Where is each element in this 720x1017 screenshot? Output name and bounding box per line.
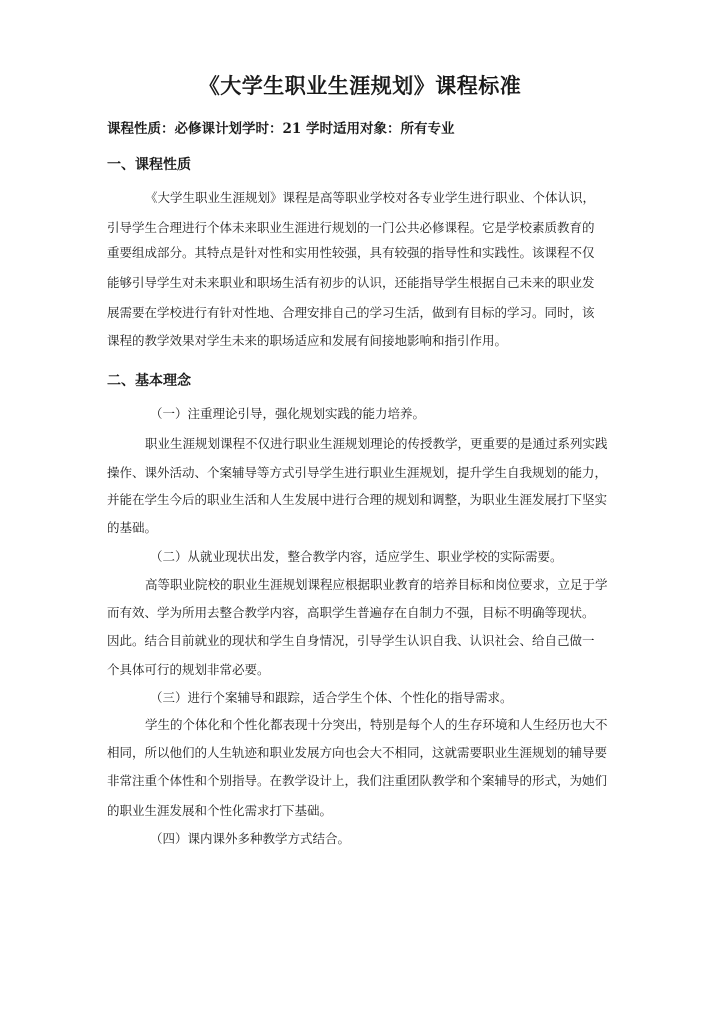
paragraph-line: 个具体可行的规划非常必要。 xyxy=(107,662,270,677)
subsection-heading: （一）注重理论引导，强化规划实践的能力培养。 xyxy=(150,406,426,421)
section-heading-basic-concepts: 二、基本理念 xyxy=(107,373,191,389)
paragraph-line: 高等职业院校的职业生涯规划课程应根据职业教育的培养目标和岗位要求，立足于学 xyxy=(145,577,608,592)
paragraph-line: 展需要在学校进行有针对性地、合理安排自己的学习生活，做到有目标的学习。同时，该 xyxy=(107,305,595,320)
paragraph-line: 的职业生涯发展和个性化需求打下基础。 xyxy=(107,803,333,818)
paragraph-line: 《大学生职业生涯规划》课程是高等职业学校对各专业学生进行职业、个体认识， xyxy=(145,190,596,205)
course-meta-line: 课程性质：必修课计划学时：21 学时适用对象：所有专业 xyxy=(107,121,455,137)
paragraph-line: 并能在学生今后的职业生活和人生发展中进行合理的规划和调整，为职业生涯发展打下坚实 xyxy=(107,492,608,507)
paragraph-line: 引导学生合理进行个体未来职业生涯进行规划的一门公共必修课程。它是学校素质教育的 xyxy=(107,220,595,235)
paragraph-line: 的基础。 xyxy=(107,520,158,535)
paragraph-line: 操作、课外活动、个案辅导等方式引导学生进行职业生涯规划，提升学生自我规划的能力， xyxy=(107,465,608,480)
paragraph-line: 非常注重个体性和个别指导。在教学设计上，我们注重团队教学和个案辅导的形式，为她们 xyxy=(107,773,608,788)
subsection-heading: （二）从就业现状出发，整合教学内容，适应学生、职业学校的实际需要。 xyxy=(150,549,563,564)
paragraph-line: 而有效、学为所用去整合教学内容，高职学生普遍存在自制力不强，目标不明确等现状。 xyxy=(107,605,595,620)
paragraph-line: 能够引导学生对未来职业和职场生活有初步的认识，还能指导学生根据自己未来的职业发 xyxy=(107,275,595,290)
paragraph-line: 课程的教学效果对学生未来的职场适应和发展有间接地影响和指引作用。 xyxy=(107,333,508,348)
subsection-heading: （三）进行个案辅导和跟踪，适合学生个体、个性化的指导需求。 xyxy=(150,690,513,705)
paragraph-line: 学生的个体化和个性化都表现十分突出，特别是每个人的生存环境和人生经历也大不 xyxy=(145,717,608,732)
document-title: 《大学生职业生涯规划》课程标准 xyxy=(198,73,522,98)
paragraph-line: 职业生涯规划课程不仅进行职业生涯规划理论的传授教学，更重要的是通过系列实践 xyxy=(145,436,608,451)
paragraph-line: 相同，所以他们的人生轨迹和职业发展方向也会大不相同，这就需要职业生涯规划的辅导要 xyxy=(107,745,608,760)
paragraph-line: 因此。结合目前就业的现状和学生自身情况，引导学生认识自我、认识社会、给自己做一 xyxy=(107,633,595,648)
paragraph-line: 重要组成部分。其特点是针对性和实用性较强，具有较强的指导性和实践性。该课程不仅 xyxy=(107,245,595,260)
subsection-heading: （四）课内课外多种教学方式结合。 xyxy=(150,831,351,846)
section-heading-course-nature: 一、课程性质 xyxy=(107,157,191,173)
